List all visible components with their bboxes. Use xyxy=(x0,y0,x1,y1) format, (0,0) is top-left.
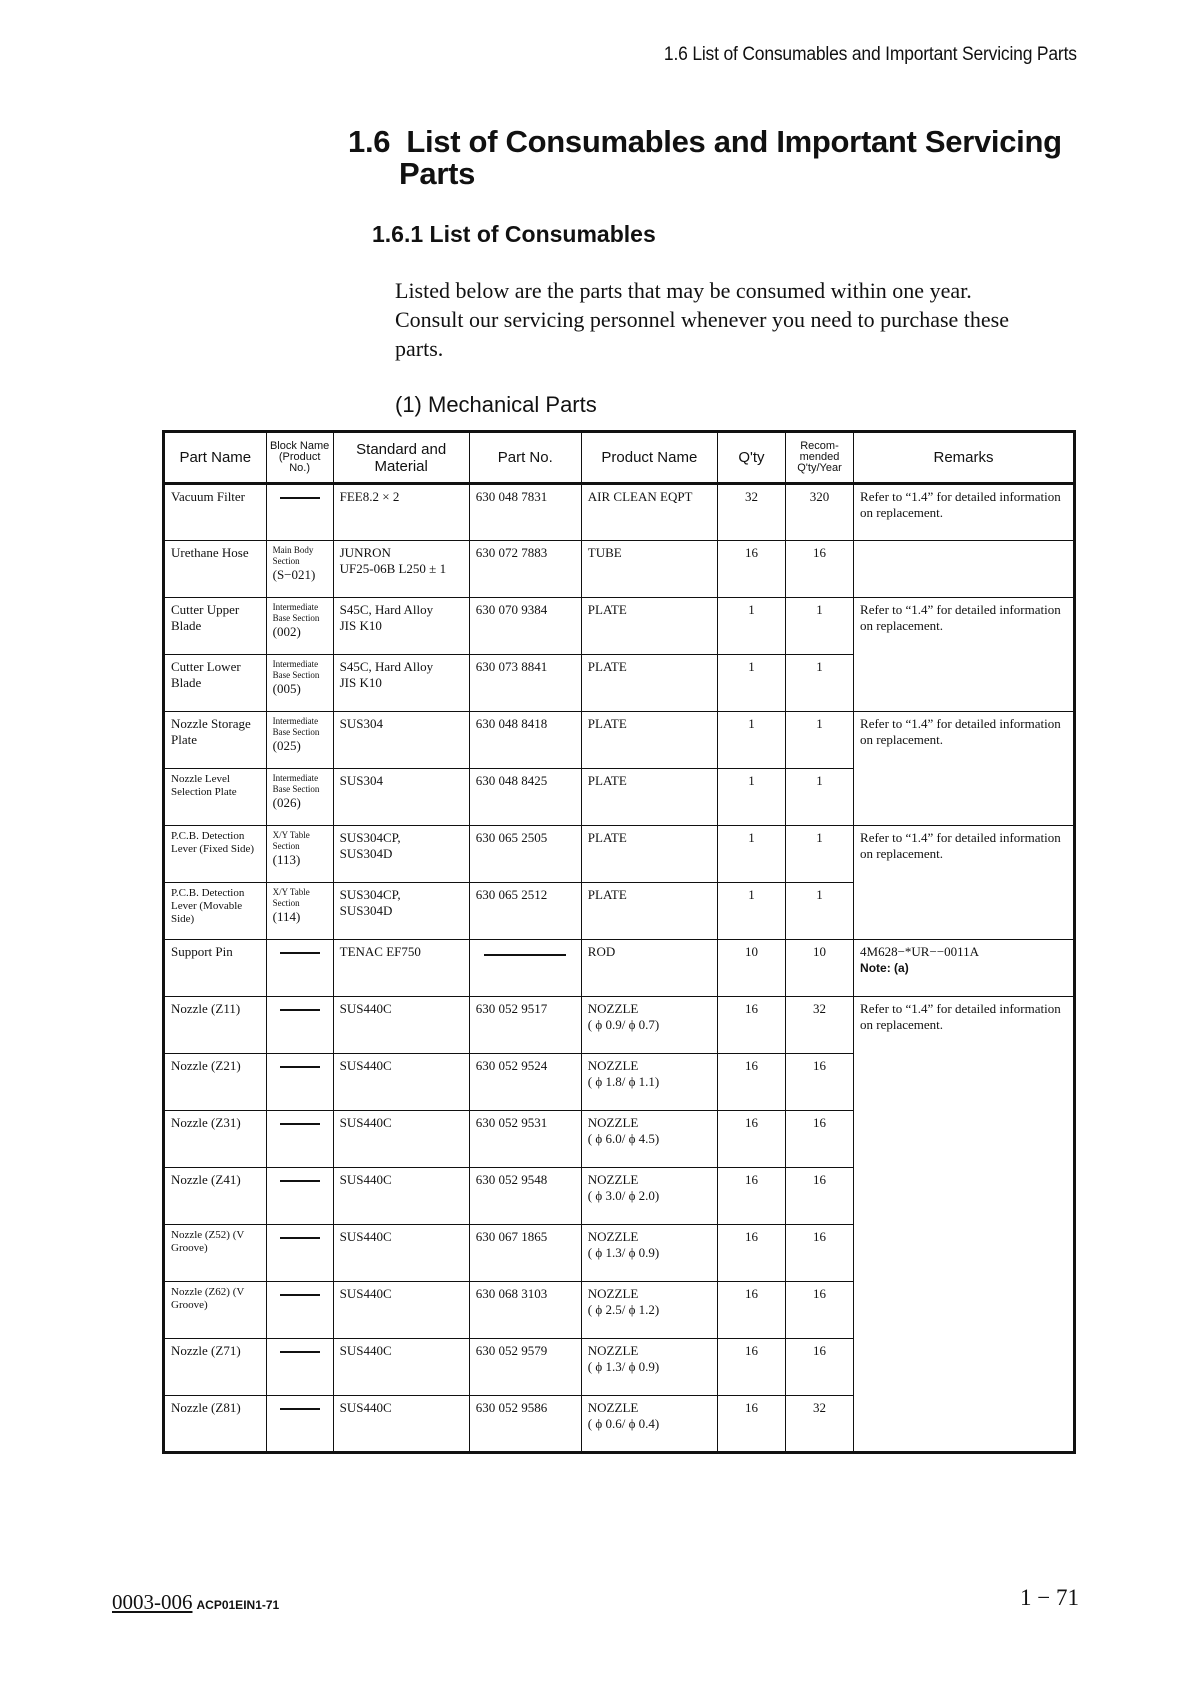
cell-part-name: Nozzle (Z62) (V Groove) xyxy=(164,1282,267,1339)
cell-recommended: 1 xyxy=(785,598,853,655)
cell-material xyxy=(333,1396,469,1453)
cell-qty: 1 xyxy=(717,598,785,655)
cell-part-no xyxy=(469,769,581,826)
consumables-table xyxy=(162,430,1076,1454)
product-line: NOZZLE xyxy=(587,1343,639,1358)
cell-part-name: Nozzle (Z31) xyxy=(164,1111,267,1168)
product-line: PLATE xyxy=(587,602,627,617)
remark-text: Refer to “1.4” for detailed information on replacement. xyxy=(860,1001,1061,1032)
cell-block-name xyxy=(266,1282,333,1339)
cell-block-name xyxy=(266,1396,333,1453)
cell-part-name: Nozzle (Z71) xyxy=(164,1339,267,1396)
cell-block-name xyxy=(266,1111,333,1168)
cell-part-no xyxy=(469,712,581,769)
cell-block-name xyxy=(266,769,333,826)
cell-material xyxy=(333,1225,469,1282)
part-number: 630 052 9531 xyxy=(475,1115,548,1130)
footer-doc-info xyxy=(112,1590,279,1615)
cell-qty: 16 xyxy=(717,1225,785,1282)
dash-placeholder xyxy=(280,497,320,499)
cell-product-name xyxy=(581,1168,717,1225)
cell-part-no xyxy=(469,655,581,712)
cell-block-name xyxy=(266,1168,333,1225)
part-number: 630 070 9384 xyxy=(475,602,548,617)
cell-product-name xyxy=(581,484,717,541)
subsection-title: 1.6.1 List of Consumables xyxy=(372,221,656,247)
product-line: NOZZLE xyxy=(587,1286,639,1301)
material-line: SUS304D xyxy=(339,903,393,918)
cell-recommended: 1 xyxy=(785,883,853,940)
cell-part-name: Nozzle (Z52) (V Groove) xyxy=(164,1225,267,1282)
header-product-name: Product Name xyxy=(581,432,717,484)
table-row xyxy=(164,826,1075,883)
material-line: SUS304 xyxy=(339,773,383,788)
cell-recommended: 10 xyxy=(785,940,853,997)
cell-material xyxy=(333,997,469,1054)
cell-material xyxy=(333,940,469,997)
block-name-line: X/Y Table xyxy=(272,887,310,897)
page-number: 1 − 71 xyxy=(1020,1585,1079,1610)
material-line: FEE8.2 × 2 xyxy=(339,489,400,504)
cell-material xyxy=(333,1054,469,1111)
remark-text: 4M628−*UR−−0011A xyxy=(860,944,980,959)
remark-note: Note: (a) xyxy=(860,961,909,975)
cell-remarks xyxy=(854,712,1075,826)
cell-part-name: P.C.B. Detection Lever (Fixed Side) xyxy=(164,826,267,883)
cell-recommended: 1 xyxy=(785,712,853,769)
cell-qty: 16 xyxy=(717,1396,785,1453)
cell-qty: 1 xyxy=(717,883,785,940)
cell-qty: 1 xyxy=(717,655,785,712)
section-title xyxy=(348,126,1062,190)
remark-text: Refer to “1.4” for detailed information on replacement. xyxy=(860,830,1061,861)
cell-product-name xyxy=(581,1282,717,1339)
cell-block-name xyxy=(266,940,333,997)
material-line: SUS440C xyxy=(339,1400,392,1415)
table-row xyxy=(164,541,1075,598)
cell-block-name xyxy=(266,883,333,940)
block-name-line: Main Body xyxy=(272,545,314,555)
cell-recommended: 16 xyxy=(785,1168,853,1225)
cell-part-name: Support Pin xyxy=(164,940,267,997)
block-code: (002) xyxy=(272,624,301,639)
cell-part-no xyxy=(469,1396,581,1453)
table-row xyxy=(164,940,1075,997)
cell-recommended: 16 xyxy=(785,1225,853,1282)
cell-part-name: Nozzle (Z81) xyxy=(164,1396,267,1453)
cell-block-name xyxy=(266,655,333,712)
cell-material xyxy=(333,655,469,712)
product-line: NOZZLE xyxy=(587,1001,639,1016)
cell-part-name: Cutter Lower Blade xyxy=(164,655,267,712)
cell-part-no xyxy=(469,1225,581,1282)
table-caption: (1) Mechanical Parts xyxy=(395,392,597,417)
material-line: S45C, Hard Alloy xyxy=(339,659,434,674)
product-line: PLATE xyxy=(587,773,627,788)
material-line: SUS304CP, xyxy=(339,830,401,845)
intro-paragraph xyxy=(395,276,1095,363)
table-row xyxy=(164,997,1075,1054)
block-name-line: Base Section xyxy=(272,670,320,680)
product-line: ROD xyxy=(587,944,616,959)
part-number: 630 048 8425 xyxy=(475,773,548,788)
product-line: NOZZLE xyxy=(587,1115,639,1130)
material-line: S45C, Hard Alloy xyxy=(339,602,434,617)
cell-recommended: 320 xyxy=(785,484,853,541)
cell-block-name xyxy=(266,997,333,1054)
dash-placeholder xyxy=(280,1066,320,1068)
cell-block-name xyxy=(266,1339,333,1396)
cell-material xyxy=(333,826,469,883)
cell-product-name xyxy=(581,1111,717,1168)
cell-material xyxy=(333,484,469,541)
cell-recommended: 1 xyxy=(785,826,853,883)
cell-part-no xyxy=(469,1111,581,1168)
material-line: SUS304 xyxy=(339,716,383,731)
table-row xyxy=(164,712,1075,769)
block-name-line: X/Y Table xyxy=(272,830,310,840)
cell-part-name: Nozzle (Z41) xyxy=(164,1168,267,1225)
cell-recommended: 1 xyxy=(785,769,853,826)
block-code: (S−021) xyxy=(272,567,316,582)
cell-qty: 32 xyxy=(717,484,785,541)
header-remarks: Remarks xyxy=(854,432,1075,484)
product-line: ( ϕ 6.0/ ϕ 4.5) xyxy=(587,1131,660,1146)
intro-line: Consult our servicing personnel whenever you need to purchase these xyxy=(395,307,1009,332)
material-line: JIS K10 xyxy=(339,618,382,633)
cell-material xyxy=(333,1282,469,1339)
dash-placeholder xyxy=(280,952,320,954)
product-line: ( ϕ 1.3/ ϕ 0.9) xyxy=(587,1245,660,1260)
header-block-name: Block Name (Product No.) xyxy=(266,432,333,484)
material-line: JUNRON xyxy=(339,545,391,560)
block-name-line: Section xyxy=(272,556,300,566)
cell-recommended: 16 xyxy=(785,1339,853,1396)
cell-product-name xyxy=(581,826,717,883)
material-line: UF25-06B L250 ± 1 xyxy=(339,561,447,576)
cell-part-no xyxy=(469,1054,581,1111)
cell-block-name xyxy=(266,826,333,883)
part-number: 630 052 9524 xyxy=(475,1058,548,1073)
cell-product-name xyxy=(581,883,717,940)
cell-qty: 1 xyxy=(717,712,785,769)
product-line: TUBE xyxy=(587,545,622,560)
block-code: (026) xyxy=(272,795,301,810)
cell-product-name xyxy=(581,1339,717,1396)
cell-material xyxy=(333,1339,469,1396)
dash-placeholder xyxy=(280,1180,320,1182)
cell-remarks xyxy=(854,997,1075,1453)
cell-qty: 16 xyxy=(717,1339,785,1396)
product-line: ( ϕ 1.8/ ϕ 1.1) xyxy=(587,1074,660,1089)
table-header-row xyxy=(164,432,1075,484)
product-line: PLATE xyxy=(587,659,627,674)
cell-recommended: 32 xyxy=(785,1396,853,1453)
cell-part-no xyxy=(469,1339,581,1396)
dash-placeholder xyxy=(280,1408,320,1410)
cell-remarks xyxy=(854,484,1075,541)
part-number: 630 052 9517 xyxy=(475,1001,548,1016)
product-line: NOZZLE xyxy=(587,1058,639,1073)
dash-placeholder xyxy=(280,1123,320,1125)
cell-remarks xyxy=(854,598,1075,712)
remark-text: Refer to “1.4” for detailed information on replacement. xyxy=(860,716,1061,747)
cell-product-name xyxy=(581,940,717,997)
product-line: ( ϕ 2.5/ ϕ 1.2) xyxy=(587,1302,660,1317)
cell-recommended: 16 xyxy=(785,1282,853,1339)
block-name-line: Base Section xyxy=(272,784,320,794)
cell-remarks xyxy=(854,940,1075,997)
product-line: ( ϕ 0.6/ ϕ 0.4) xyxy=(587,1416,660,1431)
cell-part-no xyxy=(469,598,581,655)
part-number: 630 073 8841 xyxy=(475,659,548,674)
table-row xyxy=(164,598,1075,655)
dash-placeholder xyxy=(280,1351,320,1353)
cell-product-name xyxy=(581,1054,717,1111)
block-code: (005) xyxy=(272,681,301,696)
cell-product-name xyxy=(581,655,717,712)
remark-text: Refer to “1.4” for detailed information on replacement. xyxy=(860,489,1061,520)
material-line: SUS440C xyxy=(339,1343,392,1358)
cell-part-no xyxy=(469,883,581,940)
section-title-line2: Parts xyxy=(399,156,476,191)
part-number: 630 065 2512 xyxy=(475,887,548,902)
part-number: 630 048 8418 xyxy=(475,716,548,731)
material-line: SUS304D xyxy=(339,846,393,861)
cell-material xyxy=(333,1168,469,1225)
product-line: PLATE xyxy=(587,887,627,902)
part-number: 630 052 9579 xyxy=(475,1343,548,1358)
cell-part-no xyxy=(469,826,581,883)
product-line: NOZZLE xyxy=(587,1172,639,1187)
running-head: 1.6 List of Consumables and Important Servicing Parts xyxy=(664,44,1077,65)
block-name-line: Base Section xyxy=(272,727,320,737)
cell-qty: 16 xyxy=(717,1111,785,1168)
material-line: SUS440C xyxy=(339,1115,392,1130)
product-line: ( ϕ 3.0/ ϕ 2.0) xyxy=(587,1188,660,1203)
cell-part-no xyxy=(469,541,581,598)
cell-remarks xyxy=(854,541,1075,598)
material-line: SUS440C xyxy=(339,1172,392,1187)
material-line: SUS440C xyxy=(339,1001,392,1016)
cell-qty: 16 xyxy=(717,541,785,598)
product-line: PLATE xyxy=(587,830,627,845)
cell-qty: 16 xyxy=(717,997,785,1054)
cell-recommended: 1 xyxy=(785,655,853,712)
intro-line: parts. xyxy=(395,336,444,361)
block-name-line: Intermediate xyxy=(272,602,319,612)
product-line: ( ϕ 1.3/ ϕ 0.9) xyxy=(587,1359,660,1374)
product-line: AIR CLEAN EQPT xyxy=(587,489,693,504)
cell-block-name xyxy=(266,541,333,598)
cell-block-name xyxy=(266,484,333,541)
material-line: JIS K10 xyxy=(339,675,382,690)
cell-product-name xyxy=(581,1225,717,1282)
part-number: 630 052 9548 xyxy=(475,1172,548,1187)
material-line: SUS304CP, xyxy=(339,887,401,902)
cell-product-name xyxy=(581,541,717,598)
cell-product-name xyxy=(581,769,717,826)
header-recommended: Recom- mended Q'ty/Year xyxy=(785,432,853,484)
cell-product-name xyxy=(581,997,717,1054)
cell-block-name xyxy=(266,1225,333,1282)
cell-part-name: Nozzle (Z21) xyxy=(164,1054,267,1111)
cell-part-no xyxy=(469,484,581,541)
doc-code: ACP01EIN1-71 xyxy=(196,1598,280,1612)
material-line: SUS440C xyxy=(339,1058,392,1073)
block-code: (025) xyxy=(272,738,301,753)
block-name-line: Intermediate xyxy=(272,659,319,669)
cell-block-name xyxy=(266,598,333,655)
material-line: TENAC EF750 xyxy=(339,944,421,959)
header-part-no: Part No. xyxy=(469,432,581,484)
cell-part-name: P.C.B. Detection Lever (Movable Side) xyxy=(164,883,267,940)
material-line: SUS440C xyxy=(339,1286,392,1301)
cell-qty: 1 xyxy=(717,769,785,826)
header-part-name: Part Name xyxy=(164,432,267,484)
part-number: 630 068 3103 xyxy=(475,1286,548,1301)
cell-block-name xyxy=(266,1054,333,1111)
dash-placeholder xyxy=(484,954,566,956)
cell-material xyxy=(333,769,469,826)
block-code: (114) xyxy=(272,909,301,924)
cell-block-name xyxy=(266,712,333,769)
part-number: 630 065 2505 xyxy=(475,830,548,845)
dash-placeholder xyxy=(280,1009,320,1011)
part-number: 630 052 9586 xyxy=(475,1400,548,1415)
block-name-line: Section xyxy=(272,841,300,851)
product-line: NOZZLE xyxy=(587,1229,639,1244)
remark-text: Refer to “1.4” for detailed information on replacement. xyxy=(860,602,1061,633)
intro-line: Listed below are the parts that may be consumed within one year. xyxy=(395,278,972,303)
dash-placeholder xyxy=(280,1294,320,1296)
product-line: ( ϕ 0.9/ ϕ 0.7) xyxy=(587,1017,660,1032)
block-name-line: Section xyxy=(272,898,300,908)
part-number: 630 072 7883 xyxy=(475,545,548,560)
cell-material xyxy=(333,712,469,769)
cell-product-name xyxy=(581,1396,717,1453)
header-material: Standard and Material xyxy=(333,432,469,484)
material-line: SUS440C xyxy=(339,1229,392,1244)
cell-part-no xyxy=(469,1168,581,1225)
cell-recommended: 32 xyxy=(785,997,853,1054)
cell-part-name: Vacuum Filter xyxy=(164,484,267,541)
cell-product-name xyxy=(581,598,717,655)
cell-part-name: Cutter Upper Blade xyxy=(164,598,267,655)
cell-recommended: 16 xyxy=(785,1054,853,1111)
product-line: NOZZLE xyxy=(587,1400,639,1415)
part-number: 630 048 7831 xyxy=(475,489,548,504)
dash-placeholder xyxy=(280,1237,320,1239)
cell-qty: 16 xyxy=(717,1282,785,1339)
block-name-line: Intermediate xyxy=(272,773,319,783)
cell-product-name xyxy=(581,712,717,769)
cell-material xyxy=(333,541,469,598)
cell-recommended: 16 xyxy=(785,541,853,598)
cell-qty: 16 xyxy=(717,1168,785,1225)
cell-material xyxy=(333,598,469,655)
header-qty: Q'ty xyxy=(717,432,785,484)
cell-qty: 10 xyxy=(717,940,785,997)
table-row xyxy=(164,484,1075,541)
cell-material xyxy=(333,1111,469,1168)
product-line: PLATE xyxy=(587,716,627,731)
block-code: (113) xyxy=(272,852,301,867)
cell-part-no xyxy=(469,1282,581,1339)
block-name-line: Base Section xyxy=(272,613,320,623)
cell-recommended: 16 xyxy=(785,1111,853,1168)
part-number: 630 067 1865 xyxy=(475,1229,548,1244)
cell-part-name: Nozzle Storage Plate xyxy=(164,712,267,769)
cell-part-no xyxy=(469,997,581,1054)
cell-qty: 16 xyxy=(717,1054,785,1111)
block-name-line: Intermediate xyxy=(272,716,319,726)
section-title-line1: List of Consumables and Important Servicing xyxy=(406,124,1062,159)
cell-qty: 1 xyxy=(717,826,785,883)
doc-number: 0003-006 xyxy=(112,1590,193,1614)
section-number: 1.6 xyxy=(348,124,391,159)
cell-part-name: Nozzle Level Selection Plate xyxy=(164,769,267,826)
cell-material xyxy=(333,883,469,940)
cell-part-name: Urethane Hose xyxy=(164,541,267,598)
cell-part-name: Nozzle (Z11) xyxy=(164,997,267,1054)
cell-remarks xyxy=(854,826,1075,940)
cell-part-no xyxy=(469,940,581,997)
